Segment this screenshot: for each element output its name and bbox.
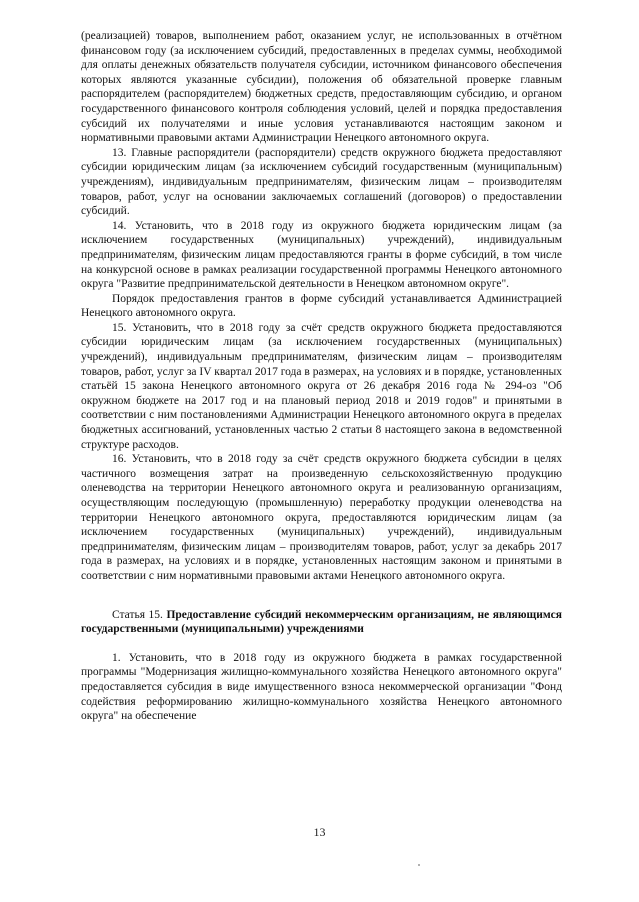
article-heading [81,608,562,637]
paragraph-item-15: 15. Установить, что в 2018 году за счёт средств окружного бюджета предоставляются субсидии юридическим лицам (за исключением государственных (муниципальных) учреждений), индивидуальным предпринимателям, физическим лицам – производителям товаров, работ, услуг за IV квартал 2017 года в размерах, на условиях и в порядке, установленных статьёй 15 закона Ненецкого автономного округа от 26 декабря 2016 года № 294-оз "Об окружном бюджете на 2017 год и на плановый период 2018 и 2019 годов" и принятыми в соответствии с ним постановлениями Администрации Ненецкого автономного округа в пределах бюджетных ассигнований, установленных частью 2 статьи 8 настоящего закона в ведомственной структуре расходов. [81,321,562,451]
paragraph-item-14: 14. Установить, что в 2018 году из окружного бюджета юридическим лицам (за исключением государственных (муниципальных) учреждений), индивидуальным предпринимателям, физическим лицам предоставляются гранты в форме субсидий, в том числе на конкурсной основе в рамках реализации государственной программы Ненецкого автономного округа "Развитие предпринимательской деятельности в Ненецком автономном округе". [81,219,562,291]
document-body [81,29,562,724]
paragraph-item-16: 16. Установить, что в 2018 году за счёт средств окружного бюджета субсидии в целях частичного возмещения затрат на произведенную сельскохозяйственную продукцию оленеводства на территории Ненецкого автономного округа и реализованную организациям, осуществляющим последующую (промышленную) переработку продукции оленеводства на территории Ненецкого автономного округа, предоставляются юридическим лицам (за исключением государственных (муниципальных) учреждений), индивидуальным предпринимателям, физическим лицам – производителям товаров, работ, услуг за декабрь 2017 года в размерах, на условиях и в порядке, установленных настоящим законом и принятыми в соответствии с ним нормативными правовыми актами Ненецкого автономного округа. [81,453,562,582]
article-label: Статья 15. [112,608,163,621]
page-number: 13 [313,825,326,839]
paragraph-grants-procedure: Порядок предоставления грантов в форме субсидий устанавливается Администрацией Ненецкого автономного округа. [81,292,562,320]
paragraph-item-13: 13. Главные распорядители (распорядители) средств окружного бюджета предоставляют субсидии юридическим лицам (за исключением субсидий государственным (муниципальным) учреждениям), индивидуальным предпринимателям, физическим лицам – производителям товаров, работ, услуг на основании заключаемых соглашений (договоров) о предоставлении субсидий. [81,146,562,218]
article-title: Предоставление субсидий некоммерческим организациям, не являющимся государственными (муниципальными) учреждениями [81,608,562,636]
scan-speck [418,864,420,866]
paragraph-article-15-item-1: 1. Установить, что в 2018 году из окружного бюджета в рамках государственной программы "Модернизация жилищно-коммунального хозяйства Ненецкого автономного округа" предоставляется субсидия в виде имущественного взноса некоммерческой организации "Фонд содействия реформированию жилищно-коммунального хозяйства Ненецкого автономного округа" на обеспечение [81,651,562,723]
paragraph-continuation: (реализацией) товаров, выполнением работ, оказанием услуг, не использованных в отчётном финансовом году (за исключением субсидий, предоставленных в пределах суммы, необходимой для оплаты денежных обязательств получателя субсидии, источником финансового обеспечения которых являются указанные субсидии), положения об обязательной проверке главным распорядителем (распорядителем) бюджетных средств, предоставляющим субсидию, и органом государственного финансового контроля соблюдения условий, целей и порядка предоставления субсидий их получателями и иные условия устанавливаются настоящим законом и нормативными правовыми актами Администрации Ненецкого автономного округа. [81,30,562,145]
